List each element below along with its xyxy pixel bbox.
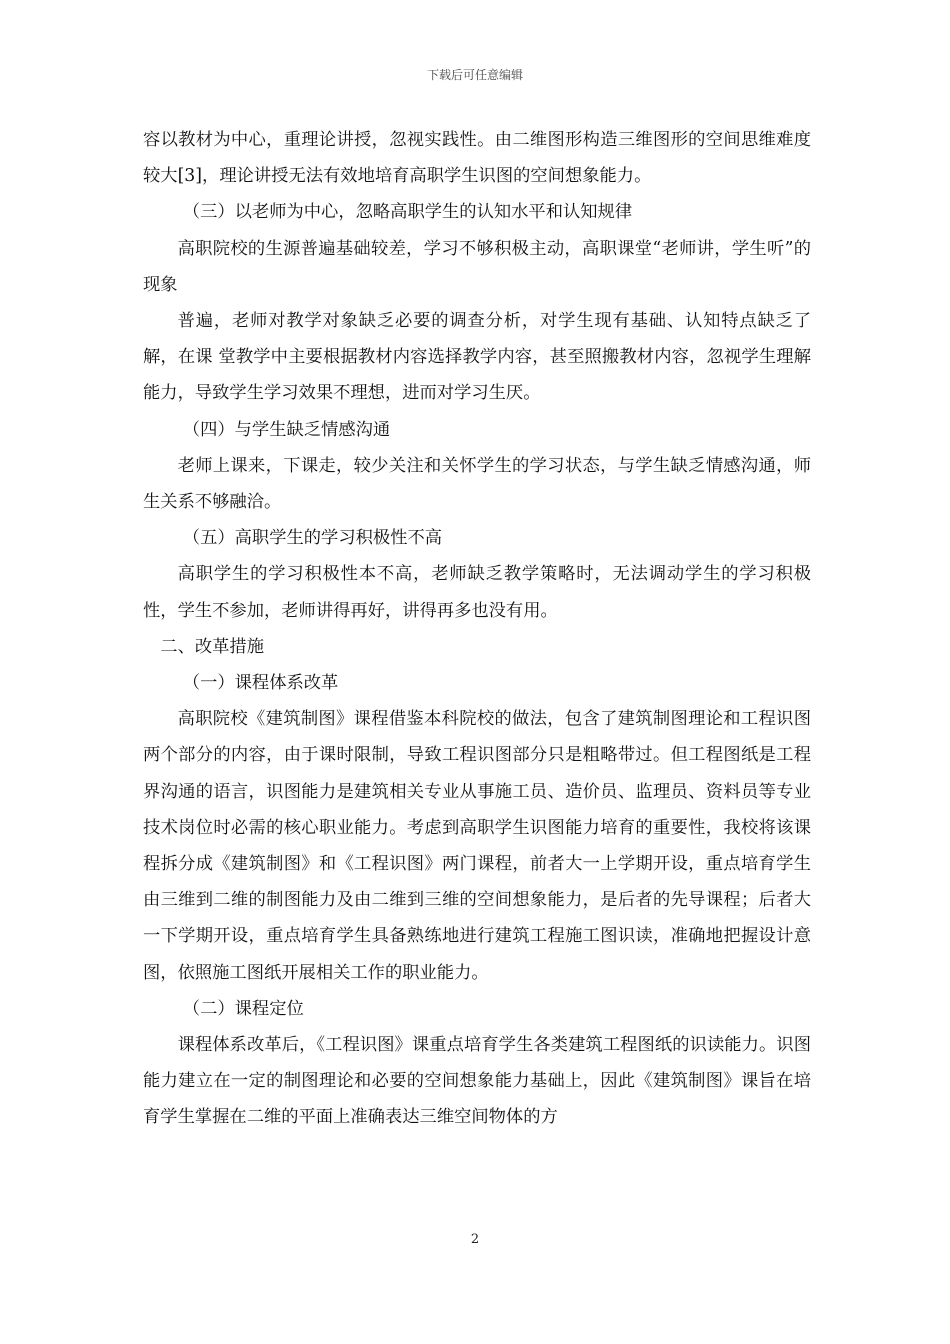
body-text [143,122,811,1136]
paragraph: 高职院校《建筑制图》课程借鉴本科院校的做法，包含了建筑制图理论和工程识图两个部分的内容，由于课时限制，导致工程识图部分只是粗略带过。但工程图纸是工程界沟通的语言，识图能力是建筑相关专业从事施工员、造价员、监理员、资料员等专业技术岗位时必需的核心职业能力。考虑到高职学生识图能力培育的重要性，我校将该课程拆分成《建筑制图》和《工程识图》两门课程，前者大一上学期开设，重点培育学生由三维到二维的制图能力及由二维到三维的空间想象能力，是后者的先导课程；后者大一下学期开设，重点培育学生具备熟练地进行建筑工程施工图识读，准确地把握设计意图，依照施工图纸开展相关工作的职业能力。 [143,709,811,983]
page-number: 2 [470,1232,480,1247]
paragraph: 普遍，老师对教学对象缺乏必要的调查分析，对学生现有基础、认知特点缺乏了解，在课 堂教学中主要根据教材内容选择教学内容，甚至照搬教材内容，忽视学生理解能力，导致学生学习效果不理想，进而对学习生厌。 [143,311,811,404]
subheading: （二）课程定位 [182,998,304,1019]
section-heading: 二、改革措施 [160,636,264,657]
subheading: （三）以老师为中心，忽略高职学生的认知水平和认知规律 [182,202,633,223]
subheading: （四）与学生缺乏情感沟通 [182,419,391,440]
paragraph: 高职院校的生源普遍基础较差，学习不够积极主动，高职课堂“老师讲，学生听”的现象 [143,238,811,295]
page-header: 下载后可任意编辑 [426,68,523,82]
paragraph: 老师上课来，下课走，较少关注和关怀学生的学习状态，与学生缺乏情感沟通，师生关系不够融洽。 [143,455,811,513]
paragraph: 容以教材为中心，重理论讲授，忽视实践性。由二维图形构造三维图形的空间思维难度较大[3]，理论讲授无法有效地培育高职学生识图的空间想象能力。 [143,130,811,187]
paragraph: 课程体系改革后，《工程识图》课重点培育学生各类建筑工程图纸的识读能力。识图能力建立在一定的制图理论和必要的空间想象能力基础上，因此《建筑制图》课旨在培育学生掌握在二维的平面上准确表达三维空间物体的方 [143,1035,811,1128]
paragraph: 高职学生的学习积极性本不高，老师缺乏教学策略时，无法调动学生的学习积极性，学生不参加，老师讲得再好，讲得再多也没有用。 [143,564,811,621]
subheading: （五）高职学生的学习积极性不高 [182,528,443,549]
subheading: （一）课程体系改革 [182,673,339,694]
